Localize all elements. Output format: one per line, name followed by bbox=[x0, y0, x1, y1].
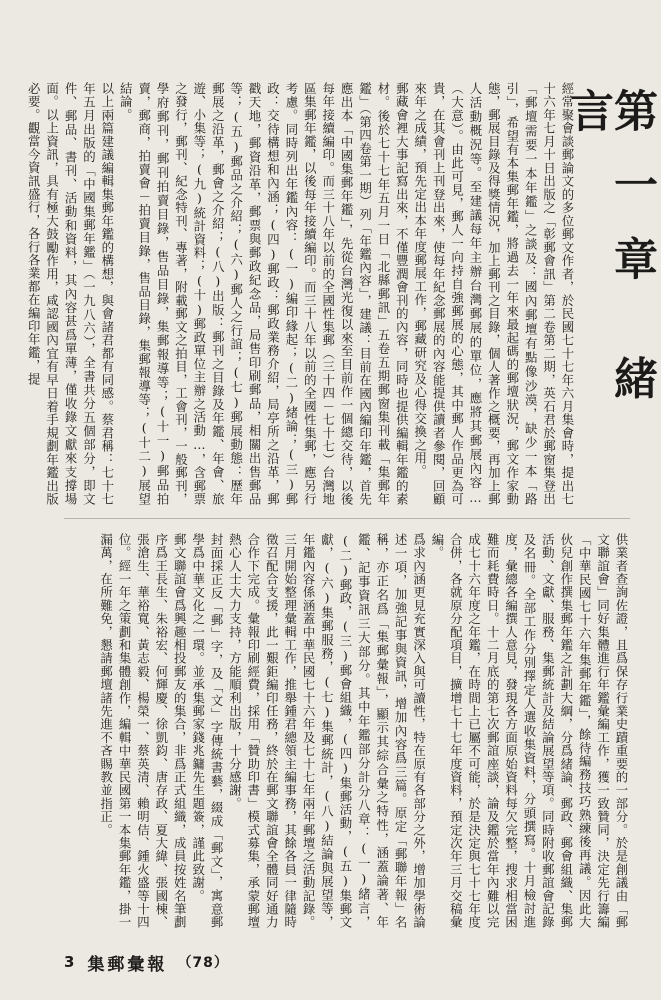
issue-number: （78） bbox=[177, 955, 229, 971]
paragraph: 爲求內涵更見充實深入與可讀性，特在原有各部分之外，增加學術論述一項，加強記事與資訊，增加內容爲三篇。原定「郵聯年報」名稱，亦正名爲「集郵彙報」，顯示其綜合彙之特性，涵蓋論著、年鑑、記事資訊三大部分。其中年鑑部分計分八章：(一)緒言，(二)郵政，(三)郵會組織，(四)集郵活動，(五)集郵文獻，(六)集郵服務，(七)集郵統計，(八)結論與展望等，年鑑內容係涵蓋中華民國七十六年及七十七年兩年郵壇之活動記錄。 bbox=[301, 533, 427, 929]
section-divider bbox=[64, 518, 630, 519]
body-text-upper bbox=[26, 82, 576, 506]
chapter-title: 第一章 緒 言 bbox=[562, 88, 657, 430]
page-footer bbox=[64, 949, 229, 975]
paragraph: 供業者查詢佐證，且爲保存行業史蹟重要的一部分。於是創議由「郵文聯誼會」同好集體進行年鑑彙編工作，獲一致贊同，決定先行籌編「中華民國七十六年集郵年鑑」，餘待編務技巧熟練後再議。因此大伙兒創作撰集郵年鑑之計劃大綱，分爲緒論、郵政、郵會組織、集郵活動、文獻、服務、集郵統計及結論展望等項。同時附收郵誼會記錄及名冊。全部工作分別擇定人選收集資料，分頭撰寫。十月檢討進度，彙總各編撰人意見，發現各方面原始資料每欠完整，搜求相當困難而耗費時日。十二月底的第七次郵誼座談，論及鑑於當年內難以完成七十六年度之年鑑，在時間上已屬不可能，於是決定與七十七年度合併，各就原分配項目，擴增七十七年度資料，預定次年三月交稿彙編。 bbox=[429, 533, 629, 929]
body-text-lower bbox=[64, 533, 630, 929]
paragraph: 郵文聯誼會爲興趣相投郵友的集合，非爲正式組織，成員按姓名筆劃序爲王長生、朱裕宏、何輝慶、徐凱鈞、唐存政、夏大緯、張國棟、張滄生、華裕寬、黃志毅、楊榮一、蔡英清、賴明佶、鍾火盛等十四位。經一年之策劃和集體創作，編輯中華民國第一本集郵年鑑，掛一漏萬，在所難免，懇請郵壇諸先進不吝賜教並指正。 bbox=[98, 533, 188, 929]
page-number: 3 bbox=[64, 953, 78, 971]
paragraph: 三月開始整理彙輯工作，推舉鍾君總領主編事務，其餘各員一律隨時徵召配合支援，此一艱鉅編印任務，終於在郵文聯誼會全體同好通力合作下完成。彙報印刷經費，採用「贊助印書」模式募集，承蒙郵壇熱心人士大力支持，方能順利出版，十分感謝。 bbox=[227, 533, 298, 929]
paragraph: 以上兩篇建議編輯集郵年鑑的構想，與會諸君都有同感。蔡君稱：七十七年五月出版的「中國集郵年鑑」（一九八六），全書共分五個部分，即文件、郵品、書刊、活動和資料，其內容甚爲單薄，僅收錄文獻來支撐場面。以上資訊，具有極大鼓勵作用，咸認國內宜有早日着手規劃年鑑出版必要。觀當今資訊盛行，各行各業都在編印年鑑，提 bbox=[26, 82, 115, 506]
publication-title: 集郵彙報 bbox=[87, 954, 168, 975]
paragraph: 郵藏會裡大事記寫出來，不僅豐潤會刊的內容，同時也提供編輯年鑑的素材。後於七十七年五月一日「北縣郵訊」五卷五期郵窗集刊載「集郵年鑑」（第四卷第一期）列「年鑑內容」，建議：目前在國內編印年鑑，首先應出本「中國集郵年鑑」，先從台灣光復以來至目前作一個總交待，以後每年接續編印。而三十八年以前的全國性集郵（三十四－七十七）台灣地區集郵年鑑，以後每年接續編印。而三十八年以前的全國性集郵，應另行考慮。同時列出年鑑內容：(一)編印緣起；(二)緒論；(三)郵政：交待構想和內涵；(四)郵政：郵政業務介紹，局亭所之沿革，郵戳天地，郵資沿革，郵票與郵政紀念品，局售印刷郵品，相關出售郵品等；(五)郵品之介紹；(六)郵人之行誼；(七)郵展動態：歷年郵展之沿革，郵會之介紹；(八)出版：郵刊之目錄及年鑑、年會、旅遊、小集等；(九)統計資料；(十)郵政單位主辦之活動…，含郵票之發行，郵刊、紀念特刊、專著，附載郵文之拍目，工會刊，一般郵刊，學府郵刊，郵刊拍賣目錄，售品目錄，集郵報導等；(十一)郵品拍賣，郵商，拍賣會－拍賣目錄，售品目錄，集郵報導等；(十二)展望結論。 bbox=[118, 82, 410, 506]
paragraph: 經常聚會談郵論文的多位郵文作者，於民國七十七年六月集會時，提出七十六年七月十日出版之「彰郵會訊」第二卷第二期，英石君於郵窗集登出「郵壇需要一本年鑑」之談及：國內郵壇有點像沙漠，缺少一本「路引」，希望有本集郵年鑑，將過去一年來最起碼的郵壇狀況，郵文作家動態，郵展目錄及得獎情況，加上郵刊之目錄，個人著作之概要，再加上郵人活動概況等。至建議每年主辦台灣郵展的單位，應將其郵展內容…（大意）。由此可見，郵人一向持自強郵展的心態，其中郵人作品更為可貴，在其會刊上刊登出來，使每年紀念郵展的內容能提供讀者參閱，回顧來年之成績，預先定出本年度郵展工作，郵藏研究及心得交換之用。 bbox=[412, 82, 575, 506]
paragraph: 封面採正反「郵」字，及「文」字傳統書藝，綴成「郵文」，寓意郵學爲中華文化之一環。並承集郵家錢兆鏞先生題簽，謹此致謝。 bbox=[190, 533, 225, 929]
